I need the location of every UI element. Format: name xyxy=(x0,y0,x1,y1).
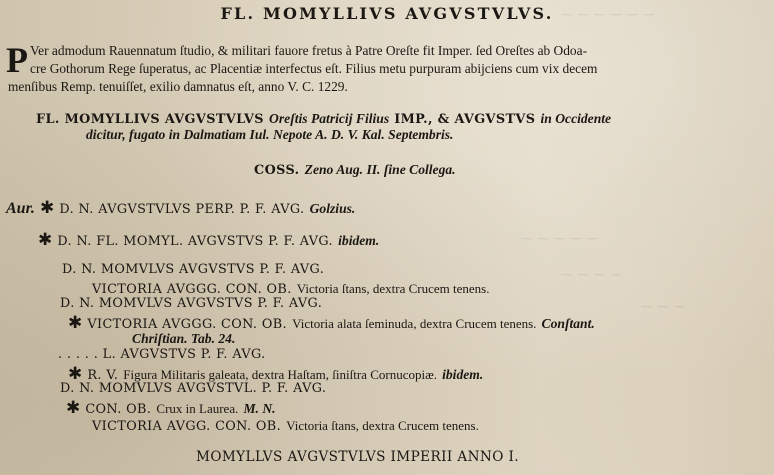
consuls-text: Zeno Aug. II. ſine Collega. xyxy=(304,162,456,177)
coin-entry-6-variant xyxy=(92,417,479,434)
coin-entry-1 xyxy=(6,200,355,217)
coin-source: Golzius. xyxy=(309,201,356,216)
asterisk-icon: ✱ xyxy=(40,198,55,218)
coin-legend: D. N. FL. MOMYL. AVGVSTVS P. F. AVG. xyxy=(57,234,334,249)
coin-source: ibidem. xyxy=(442,367,484,382)
coin-legend: R. V. xyxy=(87,368,119,383)
bleed-through-mark: — — — — — — xyxy=(560,8,655,21)
title-parent: Oreſtis Patricij Filius xyxy=(269,111,390,126)
asterisk-icon: ✱ xyxy=(68,364,83,384)
coin-description: Figura Militaris galeata, dextra Haſtam, ſiniſtra Cornucopiæ. xyxy=(123,367,438,382)
coin-legend: VICTORIA AVGGG. CON. OB. xyxy=(87,317,288,332)
title-line-2: dicitur, fugato in Dalmatiam Iul. Nepote A. D. V. Kal. Septembris. xyxy=(86,127,454,142)
coin-source: M. N. xyxy=(243,401,276,416)
asterisk-icon: ✱ xyxy=(66,398,81,418)
consuls-line xyxy=(254,161,456,178)
coin-description: Victoria ſtans, dextra Crucem tenens. xyxy=(296,281,490,296)
coin-source: ibidem. xyxy=(338,233,380,248)
coin-legend: D. N. AVGVSTVLVS PERP. P. F. AVG. xyxy=(59,202,305,217)
asterisk-icon: ✱ xyxy=(38,230,53,250)
coin-entry-3-reverse xyxy=(92,280,489,297)
intro-line-2: cre Gothorum Rege ſuperatus, ac Placentiæ interfectus eſt. Filius metu purpuram abijciens cum vix decem xyxy=(30,61,598,76)
title-rank: IMP., & AVGVSTVS xyxy=(394,112,536,127)
intro-line-3: menſibus Remp. tenuiſſet, exilio damnatus eſt, anno V. C. 1229. xyxy=(8,79,348,94)
coin-description: Victoria alata ſeminuda, dextra Crucem tenens. xyxy=(292,316,537,331)
coin-source: Conſtant. xyxy=(541,316,595,331)
consuls-label: COSS. xyxy=(254,163,300,178)
coin-entry-6-obverse: D. N. MOMVLVS AVGVSTVL. P. F. AVG. xyxy=(60,381,327,396)
coin-legend: VICTORIA AVGG. CON. OB. xyxy=(92,419,282,434)
coin-entry-5-obverse: . . . . . L. AVGVSTVS P. F. AVG. xyxy=(58,347,266,362)
coin-legend: VICTORIA AVGGG. CON. OB. xyxy=(92,282,292,297)
title-line-1 xyxy=(36,110,611,127)
coin-legend: CON. OB. xyxy=(85,402,152,417)
coin-entry-4-reverse xyxy=(68,315,595,332)
coin-entry-4-obverse: D. N. MOMVLVS AVGVSTVS P. F. AVG. xyxy=(60,296,323,311)
coin-description: Victoria ſtans, dextra Crucem tenens. xyxy=(286,418,479,433)
page-heading: FL. MOMYLLIVS AVGVSTVLVS. xyxy=(220,4,554,23)
intro-line-1: Ver admodum Rauennatum ſtudio, & militari fauore fretus à Patre Oreſte fit Imper. ſed Oreſtes ab Odoa- xyxy=(30,43,588,58)
bleed-through-mark: — — — xyxy=(640,300,685,313)
drop-cap: P xyxy=(6,40,28,80)
aurum-label: Aur. xyxy=(6,200,35,217)
coin-entry-2 xyxy=(38,232,379,249)
coin-entry-4-reference: Chriſtian. Tab. 24. xyxy=(132,331,236,346)
asterisk-icon: ✱ xyxy=(68,313,83,333)
bleed-through-mark: — — — — — xyxy=(520,232,598,245)
reign-year-heading: MOMYLLVS AVGVSTVLVS IMPERII ANNO I. xyxy=(196,449,519,465)
title-name: FL. MOMYLLIVS AVGVSTVLVS xyxy=(36,112,264,127)
coin-entry-6-reverse xyxy=(66,400,276,417)
coin-entry-3-obverse: D. N. MOMVLVS AVGVSTVS P. F. AVG. xyxy=(62,262,325,277)
bleed-through-mark: — — — — xyxy=(560,268,622,281)
coin-description: Crux in Laurea. xyxy=(156,401,239,416)
title-region: in Occidente xyxy=(540,111,612,126)
